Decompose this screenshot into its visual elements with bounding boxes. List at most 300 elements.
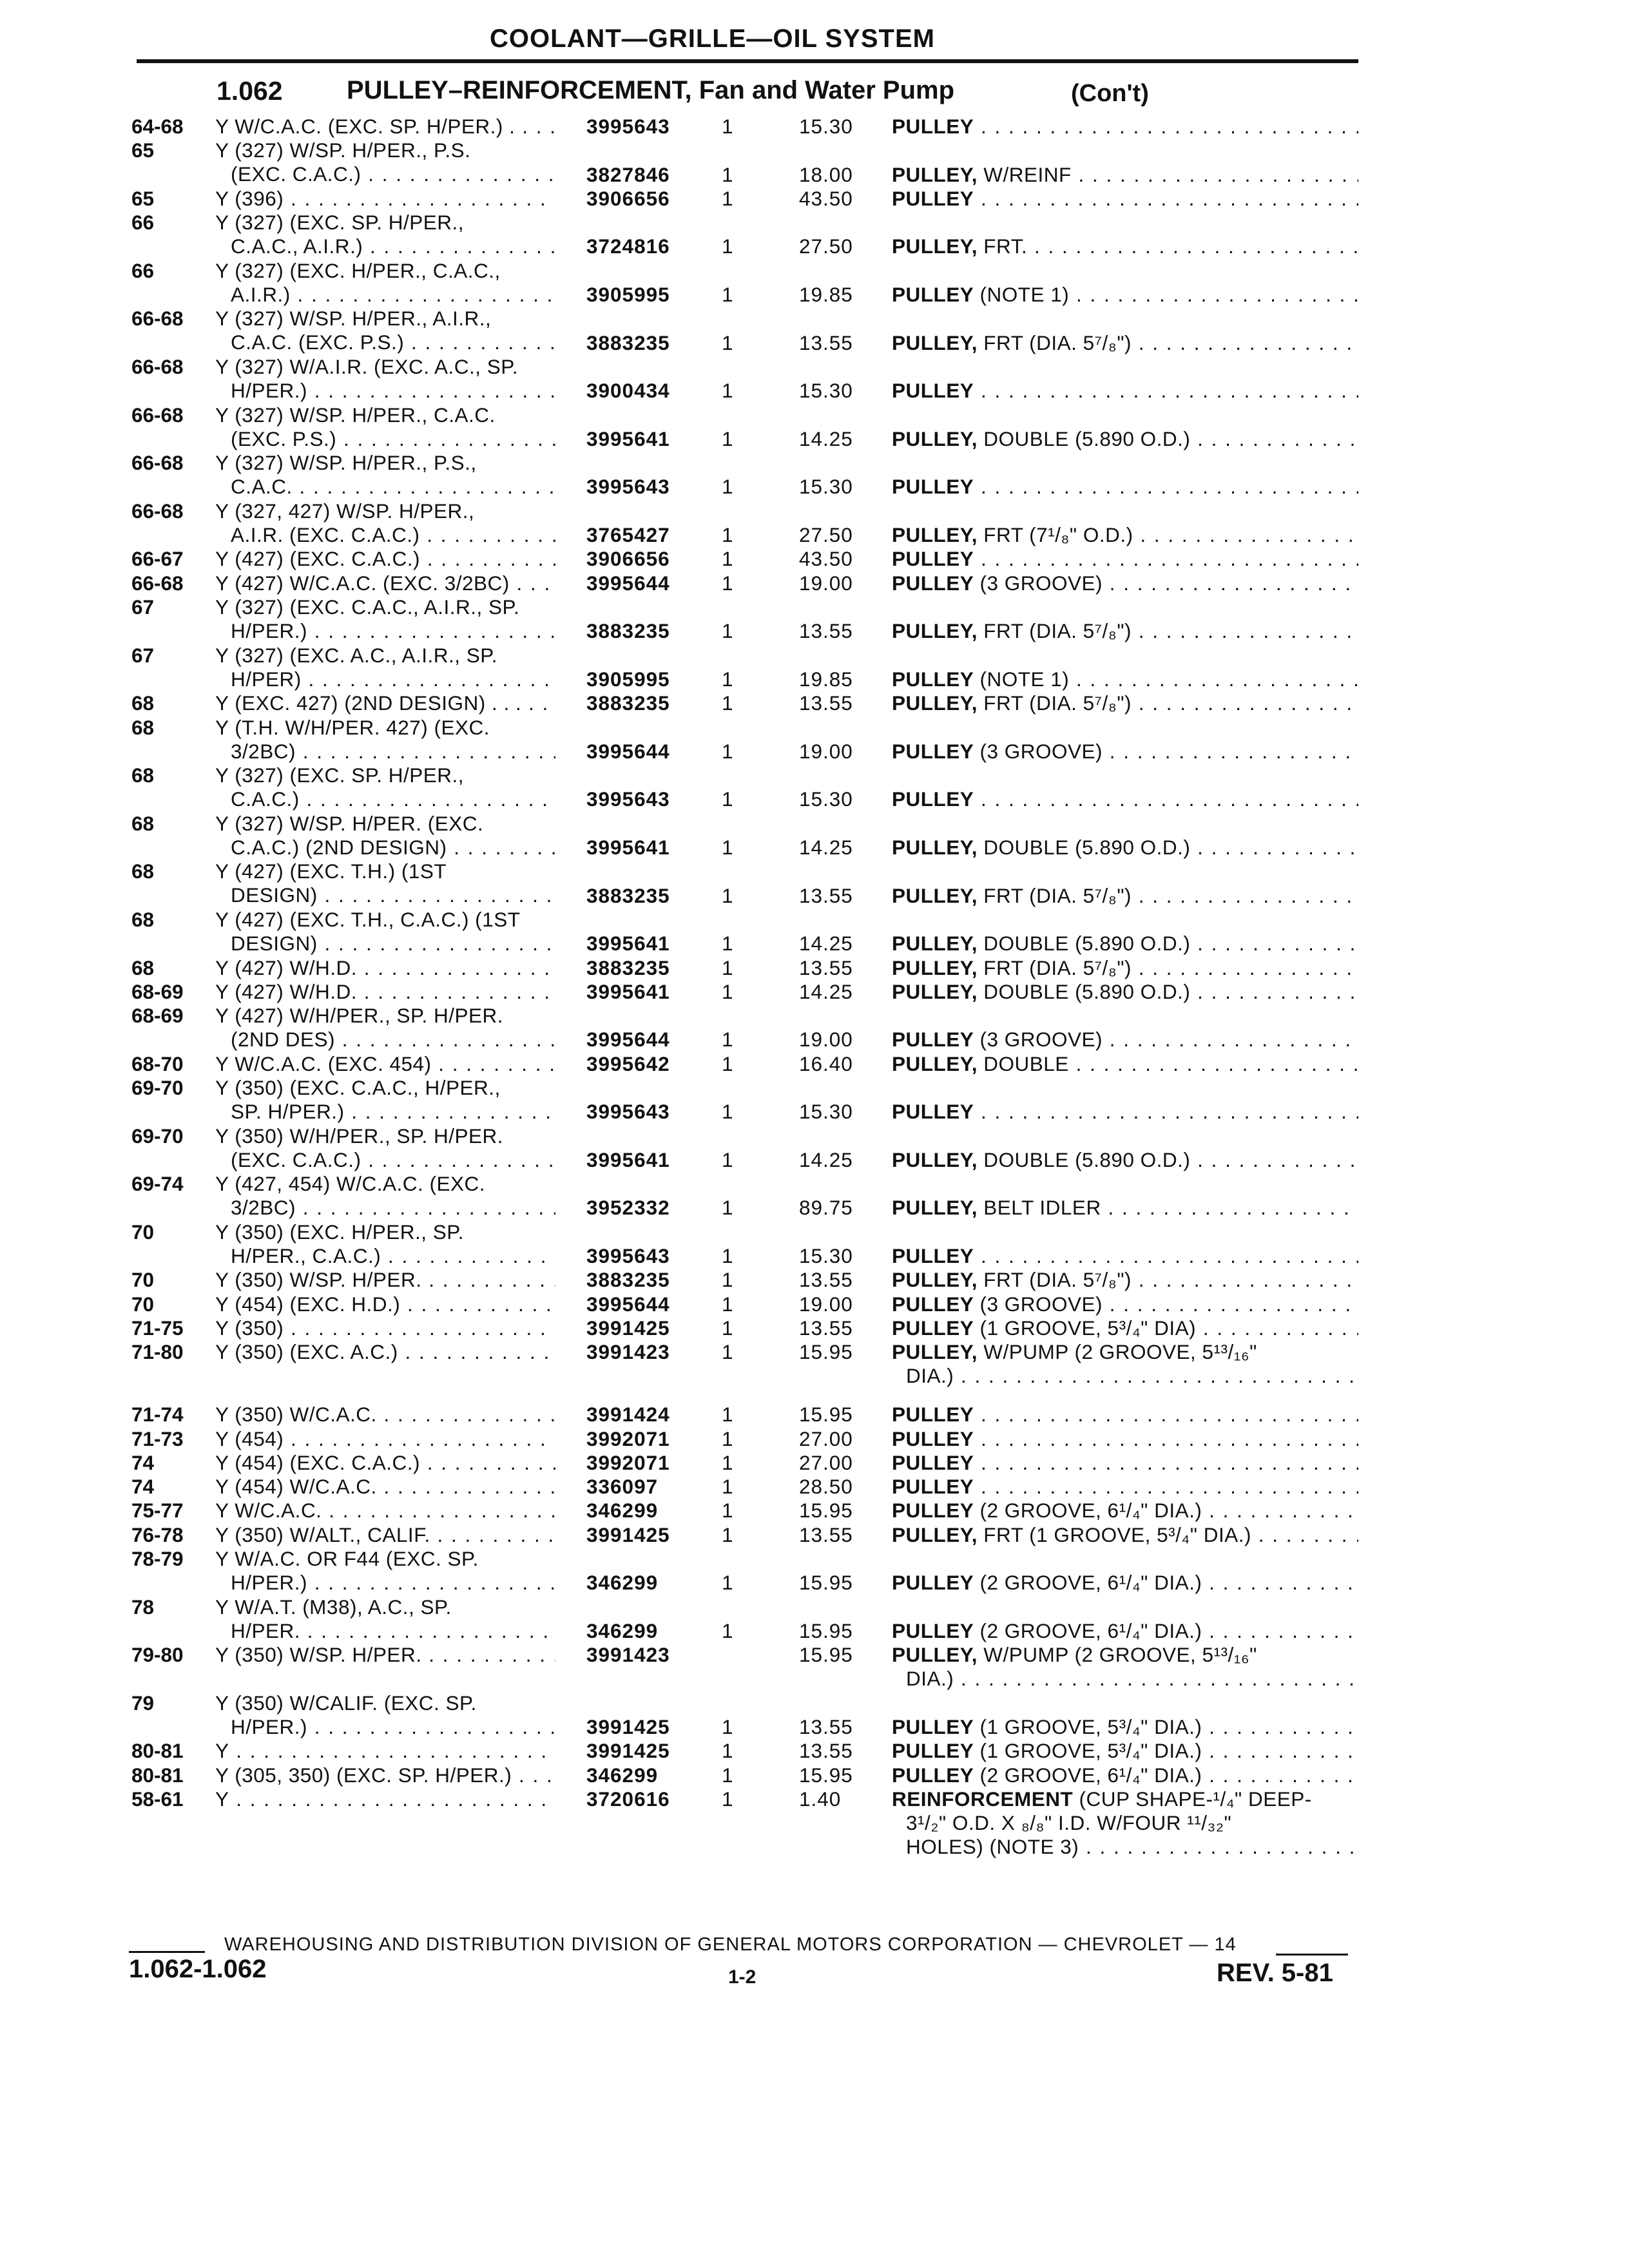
usage-line: Y (350) W/C.A.C. . . . (215, 1403, 555, 1427)
model-year: 68 (131, 811, 155, 835)
usage-line: Y (350) (EXC. A.C.) . . . (215, 1340, 555, 1364)
usage-line: Y (350) W/CALIF. (EXC. SP. (215, 1691, 477, 1715)
quantity: 1 (722, 1148, 733, 1171)
price: 13.55 (799, 1268, 853, 1292)
quantity: 1 (722, 331, 733, 354)
usage-line: C.A.C.) (2ND DESIGN) . . . (215, 836, 555, 860)
quantity: 1 (722, 932, 733, 956)
footer-page-number: 1-2 (728, 1966, 757, 1988)
usage-line: H/PER., C.A.C.) . . . (215, 1244, 555, 1268)
usage-line: Y (327) W/SP. H/PER. (EXC. (215, 811, 484, 835)
price: 27.00 (799, 1450, 853, 1474)
part-number: 3995641 (586, 1148, 670, 1171)
usage-text (215, 1220, 555, 1268)
usage-text (215, 1316, 555, 1340)
part-number: 3991423 (586, 1340, 670, 1364)
part-number: 3995643 (586, 1100, 670, 1124)
quantity: 1 (722, 739, 733, 763)
quantity: 1 (722, 1268, 733, 1292)
part-number: 3991425 (586, 1316, 670, 1340)
usage-line: C.A.C., A.I.R.) . . . (215, 235, 555, 258)
price: 15.30 (799, 787, 853, 811)
price: 14.25 (799, 427, 853, 450)
quantity: 1 (722, 475, 733, 499)
part-number: 3995643 (586, 1244, 670, 1268)
usage-line: A.I.R.) . . . (215, 283, 555, 307)
usage-line: Y (427) (EXC. T.H.) (1ST (215, 860, 447, 883)
quantity: 1 (722, 1340, 733, 1364)
quantity: 1 (722, 1196, 733, 1220)
part-description (892, 331, 1358, 355)
part-description (892, 956, 1358, 980)
description-line: PULLEY . . . (892, 1475, 1358, 1499)
description-line: PULLEY (1 GROOVE, 5³/₄" DIA.) . . . (892, 1715, 1358, 1739)
usage-line: Y W/A.T. (M38), A.C., SP. (215, 1595, 452, 1619)
price: 89.75 (799, 1196, 853, 1220)
usage-line: Y W/C.A.C. . . . (215, 1499, 555, 1523)
usage-line: Y (350) W/SP. H/PER. . . . (215, 1268, 555, 1292)
price: 15.95 (799, 1571, 853, 1595)
usage-text (215, 139, 555, 186)
section-number: 1.062 (217, 76, 283, 106)
description-line: PULLEY, W/PUMP (2 GROOVE, 5¹³/₁₆" (892, 1643, 1257, 1667)
price: 27.00 (799, 1427, 853, 1450)
usage-text (215, 860, 555, 907)
part-description (892, 547, 1358, 571)
usage-text (215, 1052, 555, 1076)
description-line: PULLEY, FRT (7¹/₈" O.D.) . . . (892, 523, 1358, 547)
footer-rule-right (1276, 1954, 1348, 1956)
footer-text: WAREHOUSING AND DISTRIBUTION DIVISION OF GENERAL MOTORS CORPORATION — CHEVROLET — 14 (224, 1934, 1237, 1955)
description-line: PULLEY . . . (892, 1403, 1358, 1427)
usage-text (215, 1076, 555, 1124)
part-description (892, 1148, 1358, 1172)
part-number: 3883235 (586, 1268, 670, 1292)
part-number: 3883235 (586, 956, 670, 979)
part-description (892, 1100, 1358, 1124)
model-year: 71-75 (131, 1316, 184, 1340)
usage-line: 3/2BC) . . . (215, 1196, 555, 1220)
price: 27.50 (799, 235, 853, 258)
usage-text (215, 1739, 555, 1763)
usage-text (215, 1403, 555, 1427)
part-number: 3991425 (586, 1523, 670, 1546)
usage-line: Y (427) (EXC. C.A.C.) . . . (215, 547, 555, 571)
part-number: 3720616 (586, 1787, 670, 1811)
quantity: 1 (722, 115, 733, 138)
usage-line: Y (327) W/SP. H/PER., C.A.C. (215, 403, 496, 427)
description-line: PULLEY (3 GROOVE) . . . (892, 572, 1358, 595)
quantity: 1 (722, 1292, 733, 1316)
part-number: 3991423 (586, 1643, 670, 1667)
part-number: 3991425 (586, 1715, 670, 1739)
quantity: 1 (722, 883, 733, 907)
price: 43.50 (799, 547, 853, 571)
part-description (892, 1293, 1358, 1316)
description-line: PULLEY (3 GROOVE) . . . (892, 740, 1358, 764)
description-line: PULLEY, FRT. . . . (892, 235, 1358, 258)
usage-line: Y (427, 454) W/C.A.C. (EXC. (215, 1172, 486, 1196)
usage-line: Y (427) W/H.D. . . . (215, 980, 555, 1004)
description-line: PULLEY, DOUBLE (5.890 O.D.) . . . (892, 932, 1358, 956)
part-description (892, 163, 1358, 187)
description-line: PULLEY, DOUBLE (5.890 O.D.) . . . (892, 1148, 1358, 1172)
quantity: 1 (722, 1787, 733, 1811)
part-description (892, 691, 1358, 715)
description-line: PULLEY, FRT (DIA. 5⁷/₈") . . . (892, 331, 1358, 355)
part-number: 3991425 (586, 1739, 670, 1763)
section-title: PULLEY–REINFORCEMENT, Fan and Water Pump (347, 76, 955, 104)
description-line: PULLEY, DOUBLE . . . (892, 1052, 1358, 1076)
usage-text (215, 1499, 555, 1523)
model-year: 71-74 (131, 1403, 184, 1427)
description-line: PULLEY . . . (892, 1427, 1358, 1451)
description-line: PULLEY, FRT (1 GROOVE, 5³/₄" DIA.) . . . (892, 1523, 1358, 1547)
usage-text (215, 644, 555, 691)
usage-text (215, 403, 555, 451)
part-number: 3883235 (586, 883, 670, 907)
page-title: COOLANT—GRILLE—OIL SYSTEM (490, 24, 935, 53)
quantity: 1 (722, 1499, 733, 1523)
model-year: 78 (131, 1595, 155, 1619)
part-description (892, 187, 1358, 211)
model-year: 66-68 (131, 355, 184, 378)
description-line: PULLEY . . . (892, 1100, 1358, 1124)
quantity: 1 (722, 186, 733, 210)
model-year: 78-79 (131, 1547, 184, 1571)
price: 19.00 (799, 571, 853, 595)
part-number: 3992071 (586, 1450, 670, 1474)
quantity: 1 (722, 1619, 733, 1642)
model-year: 76-78 (131, 1523, 184, 1546)
quantity: 1 (722, 162, 733, 186)
usage-line: (EXC. P.S.) . . . (215, 427, 555, 451)
part-number: 3992071 (586, 1427, 670, 1450)
model-year: 69-70 (131, 1124, 184, 1148)
usage-text (215, 115, 555, 139)
usage-line: Y (350) (EXC. H/PER., SP. (215, 1220, 464, 1244)
description-line: PULLEY, FRT (DIA. 5⁷/₈") . . . (892, 1268, 1358, 1292)
part-number: 3906656 (586, 547, 670, 571)
quantity: 1 (722, 667, 733, 691)
model-year: 80-81 (131, 1763, 184, 1787)
part-description (892, 283, 1358, 307)
usage-line: H/PER.) . . . (215, 1571, 555, 1595)
part-number: 336097 (586, 1475, 659, 1499)
description-line: PULLEY, DOUBLE (5.890 O.D.) . . . (892, 836, 1358, 860)
quantity: 1 (722, 1715, 733, 1739)
usage-line: Y (327, 427) W/SP. H/PER., (215, 499, 475, 523)
part-number: 3883235 (586, 619, 670, 643)
usage-line: (EXC. C.A.C.) . . . (215, 1148, 555, 1172)
part-number: 3827846 (586, 162, 670, 186)
description-line: PULLEY (3 GROOVE) . . . (892, 1028, 1358, 1052)
description-line: PULLEY . . . (892, 115, 1358, 139)
price: 13.55 (799, 619, 853, 643)
model-year: 71-73 (131, 1427, 184, 1450)
description-line: PULLEY (NOTE 1) . . . (892, 668, 1358, 691)
usage-text (215, 812, 555, 860)
description-line: PULLEY, W/PUMP (2 GROOVE, 5¹³/₁₆" (892, 1340, 1257, 1364)
usage-line: Y (327) W/SP. H/PER., A.I.R., (215, 307, 492, 331)
part-number: 3995644 (586, 739, 670, 763)
usage-line: Y (327) (EXC. SP. H/PER., (215, 764, 464, 787)
part-description (892, 1451, 1358, 1475)
price: 15.30 (799, 379, 853, 403)
usage-text (215, 259, 555, 307)
footer-revision: REV. 5-81 (1217, 1959, 1333, 1987)
usage-text (215, 1004, 555, 1052)
part-number: 3906656 (586, 186, 670, 210)
quantity: 1 (722, 1100, 733, 1124)
usage-line: H/PER.) . . . (215, 379, 555, 403)
usage-line: Y . . . (215, 1739, 555, 1763)
usage-text (215, 451, 555, 499)
part-description (892, 475, 1358, 499)
quantity: 1 (722, 1427, 733, 1450)
usage-text (215, 908, 555, 956)
usage-text (215, 1643, 555, 1667)
part-description (892, 1763, 1358, 1787)
part-description (892, 235, 1358, 258)
part-description (892, 1244, 1358, 1268)
model-year: 68-69 (131, 979, 184, 1003)
price: 13.55 (799, 331, 853, 354)
part-description (892, 619, 1358, 643)
quantity: 1 (722, 523, 733, 547)
part-number: 3995643 (586, 115, 670, 138)
price: 14.25 (799, 835, 853, 859)
part-description (892, 1787, 1358, 1859)
model-year: 68 (131, 691, 155, 715)
usage-text (215, 764, 555, 811)
description-line: PULLEY (2 GROOVE, 6¹/₄" DIA.) . . . (892, 1763, 1358, 1787)
model-year: 74 (131, 1450, 155, 1474)
quantity: 1 (722, 1763, 733, 1787)
description-line: PULLEY, FRT (DIA. 5⁷/₈") . . . (892, 956, 1358, 980)
price: 13.55 (799, 883, 853, 907)
model-year: 66-68 (131, 571, 184, 595)
usage-line: Y (350) W/H/PER., SP. H/PER. (215, 1124, 503, 1148)
model-year: 70 (131, 1292, 155, 1316)
model-year: 67 (131, 643, 155, 667)
quantity: 1 (722, 283, 733, 307)
model-year: 68 (131, 860, 155, 883)
description-line: PULLEY (3 GROOVE) . . . (892, 1293, 1358, 1316)
usage-line: Y (327) W/A.I.R. (EXC. A.C., SP. (215, 355, 518, 378)
model-year: 66-68 (131, 499, 184, 523)
price: 15.30 (799, 115, 853, 138)
price: 15.30 (799, 475, 853, 499)
quantity: 1 (722, 547, 733, 571)
usage-text (215, 1124, 555, 1172)
model-year: 74 (131, 1475, 155, 1499)
usage-line: 3/2BC) . . . (215, 740, 555, 764)
price: 15.95 (799, 1403, 853, 1427)
usage-line: C.A.C. (EXC. P.S.) . . . (215, 331, 555, 354)
price: 13.55 (799, 1523, 853, 1546)
usage-text (215, 187, 555, 211)
usage-line: Y (396) . . . (215, 187, 555, 211)
part-description (892, 1571, 1358, 1595)
description-line: PULLEY, W/REINF . . . (892, 163, 1358, 187)
part-description (892, 1499, 1358, 1523)
part-number: 346299 (586, 1499, 659, 1523)
model-year: 70 (131, 1220, 155, 1244)
part-number: 346299 (586, 1571, 659, 1595)
description-line: PULLEY . . . (892, 187, 1358, 211)
usage-line: H/PER.) . . . (215, 619, 555, 643)
usage-text (215, 1691, 555, 1739)
description-line: PULLEY . . . (892, 1244, 1358, 1268)
usage-line: Y (EXC. 427) (2ND DESIGN) . . . . . . (215, 691, 555, 715)
description-line: PULLEY . . . (892, 379, 1358, 403)
part-description (892, 740, 1358, 764)
usage-line: Y (350) (EXC. C.A.C., H/PER., (215, 1076, 501, 1099)
part-description (892, 1028, 1358, 1052)
quantity: 1 (722, 1571, 733, 1595)
usage-line: Y (350) W/SP. H/PER. . . . (215, 1643, 555, 1667)
usage-text (215, 1427, 555, 1451)
model-year: 66 (131, 258, 155, 282)
model-year: 71-80 (131, 1340, 184, 1364)
usage-line: Y (454) (EXC. C.A.C.) . . . (215, 1451, 555, 1475)
usage-line: Y (427) W/H.D. . . . (215, 956, 555, 980)
part-number: 3883235 (586, 331, 670, 354)
part-description (892, 1196, 1358, 1220)
quantity: 1 (722, 956, 733, 979)
usage-line: A.I.R. (EXC. C.A.C.) . . . (215, 523, 555, 547)
part-number: 3900434 (586, 379, 670, 403)
usage-line: Y (327) (EXC. H/PER., C.A.C., (215, 258, 501, 282)
usage-line: C.A.C.) . . . (215, 787, 555, 811)
model-year: 66-68 (131, 451, 184, 475)
price: 16.40 (799, 1052, 853, 1075)
quantity: 1 (722, 1028, 733, 1052)
description-line: HOLES) (NOTE 3) . . . (892, 1835, 1358, 1859)
usage-text (215, 1475, 555, 1499)
part-number: 3724816 (586, 235, 670, 258)
quantity: 1 (722, 1244, 733, 1268)
part-description (892, 1340, 1358, 1388)
part-description (892, 1052, 1358, 1076)
quantity: 1 (722, 979, 733, 1003)
price: 18.00 (799, 162, 853, 186)
model-year: 69-74 (131, 1172, 184, 1196)
price: 13.55 (799, 1316, 853, 1340)
price: 15.30 (799, 1100, 853, 1124)
usage-text (215, 595, 555, 643)
part-number: 3995641 (586, 427, 670, 450)
usage-text (215, 1340, 555, 1364)
usage-line: Y (454) . . . (215, 1427, 555, 1451)
description-line: PULLEY, DOUBLE (5.890 O.D.) . . . (892, 427, 1358, 451)
part-description (892, 1403, 1358, 1427)
description-line: PULLEY (2 GROOVE, 6¹/₄" DIA.) . . . (892, 1619, 1358, 1643)
price: 14.25 (799, 932, 853, 956)
usage-line: Y (327) (EXC. C.A.C., A.I.R., SP. (215, 595, 520, 619)
part-number: 3995641 (586, 835, 670, 859)
price: 28.50 (799, 1475, 853, 1499)
model-year: 69-70 (131, 1076, 184, 1099)
model-year: 64-68 (131, 115, 184, 138)
price: 15.95 (799, 1763, 853, 1787)
price: 19.00 (799, 1292, 853, 1316)
description-line: REINFORCEMENT (CUP SHAPE-¹/₄" DEEP- (892, 1787, 1312, 1811)
usage-text (215, 307, 555, 354)
price: 1.40 (799, 1787, 842, 1811)
description-line: DIA.) . . . (892, 1364, 1358, 1388)
description-line: PULLEY (NOTE 1) . . . (892, 283, 1358, 307)
model-year: 68 (131, 764, 155, 787)
model-year: 65 (131, 186, 155, 210)
model-year: 65 (131, 139, 155, 162)
part-description (892, 932, 1358, 956)
usage-line: (2ND DES) . . . (215, 1028, 555, 1052)
part-description (892, 572, 1358, 595)
description-line: PULLEY (2 GROOVE, 6¹/₄" DIA.) . . . (892, 1571, 1358, 1595)
quantity: 1 (722, 1739, 733, 1763)
quantity: 1 (722, 1450, 733, 1474)
price: 14.25 (799, 1148, 853, 1171)
price: 19.00 (799, 1028, 853, 1052)
price: 13.55 (799, 691, 853, 715)
quantity: 1 (722, 787, 733, 811)
model-year: 66-68 (131, 307, 184, 331)
usage-text (215, 716, 555, 764)
part-description (892, 884, 1358, 908)
model-year: 66-67 (131, 547, 184, 571)
model-year: 68-69 (131, 1004, 184, 1028)
description-line: DIA.) . . . (892, 1667, 1358, 1691)
part-description (892, 379, 1358, 403)
part-number: 3995641 (586, 979, 670, 1003)
price: 27.50 (799, 523, 853, 547)
part-description (892, 787, 1358, 811)
section-continued: (Con't) (1071, 80, 1149, 107)
model-year: 68 (131, 907, 155, 931)
usage-text (215, 956, 555, 980)
part-description (892, 1619, 1358, 1643)
usage-text (215, 1595, 555, 1643)
part-description (892, 1316, 1358, 1340)
usage-text (215, 211, 555, 258)
part-number: 3995642 (586, 1052, 670, 1075)
usage-line: Y (T.H. W/H/PER. 427) (EXC. (215, 715, 490, 739)
model-year: 66-68 (131, 403, 184, 427)
part-number: 3995644 (586, 1028, 670, 1052)
usage-line: DESIGN) . . . (215, 883, 555, 907)
price: 15.95 (799, 1340, 853, 1364)
usage-text (215, 691, 555, 715)
price: 13.55 (799, 1715, 853, 1739)
usage-line: Y (305, 350) (EXC. SP. H/PER.) . . . (215, 1763, 555, 1787)
usage-text (215, 980, 555, 1004)
usage-line: Y (327) (EXC. SP. H/PER., (215, 211, 464, 235)
part-description (892, 1427, 1358, 1451)
part-number: 3991424 (586, 1403, 670, 1427)
quantity: 1 (722, 691, 733, 715)
usage-text (215, 1763, 555, 1787)
usage-line: H/PER. . . . (215, 1619, 555, 1643)
description-line: PULLEY, BELT IDLER . . . (892, 1196, 1358, 1220)
usage-line: Y (327) W/SP. H/PER., P.S. (215, 139, 471, 162)
description-line: PULLEY (1 GROOVE, 5³/₄" DIA) . . . (892, 1316, 1358, 1340)
usage-line: Y W/A.C. OR F44 (EXC. SP. (215, 1547, 479, 1571)
part-number: 3995644 (586, 1292, 670, 1316)
price: 13.55 (799, 1739, 853, 1763)
quantity: 1 (722, 1052, 733, 1075)
